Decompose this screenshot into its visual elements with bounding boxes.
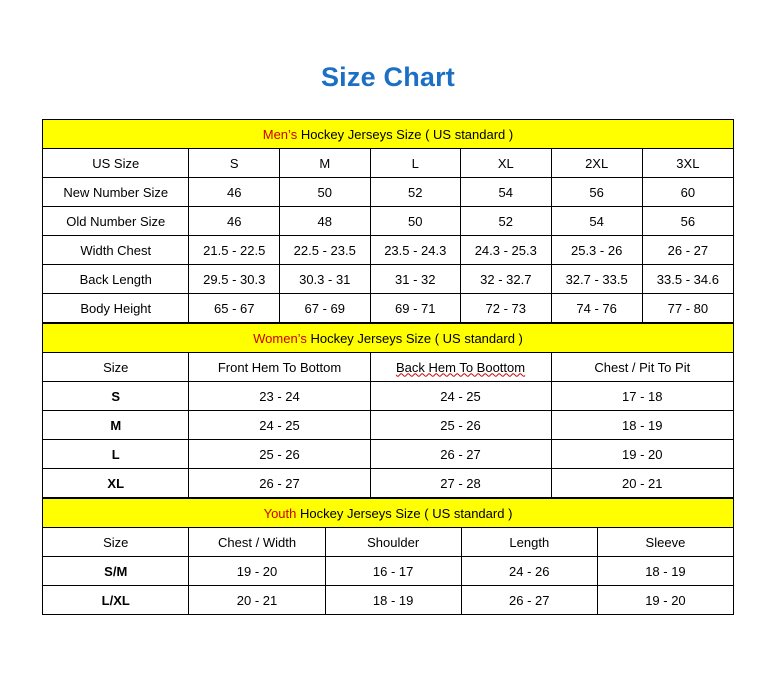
youth-col-0: Size xyxy=(43,528,189,557)
mens-row-2-val-2: 23.5 - 24.3 xyxy=(370,236,461,265)
womens-row-2-label: L xyxy=(43,440,189,469)
mens-col-4: XL xyxy=(461,149,552,178)
mens-row-3-val-5: 33.5 - 34.6 xyxy=(642,265,733,294)
table-row xyxy=(43,265,734,294)
womens-section-header-row xyxy=(43,324,734,353)
table-row xyxy=(43,207,734,236)
table-row xyxy=(43,236,734,265)
mens-row-2-val-4: 25.3 - 26 xyxy=(551,236,642,265)
table-row xyxy=(43,440,734,469)
womens-row-3-val-0: 26 - 27 xyxy=(189,469,370,498)
youth-col-2: Shoulder xyxy=(325,528,461,557)
youth-size-table xyxy=(42,498,734,615)
womens-row-0-val-0: 23 - 24 xyxy=(189,382,370,411)
youth-row-1-val-1: 18 - 19 xyxy=(325,586,461,615)
womens-row-2-val-1: 26 - 27 xyxy=(370,440,551,469)
womens-section-header xyxy=(43,324,734,353)
youth-col-4: Sleeve xyxy=(597,528,733,557)
youth-col-1: Chest / Width xyxy=(189,528,325,557)
mens-row-1-val-4: 54 xyxy=(551,207,642,236)
mens-row-0-val-2: 52 xyxy=(370,178,461,207)
mens-header-rest: Hockey Jerseys Size ( US standard ) xyxy=(297,126,514,142)
mens-row-4-val-5: 77 - 80 xyxy=(642,294,733,323)
table-row xyxy=(43,178,734,207)
womens-row-1-val-1: 25 - 26 xyxy=(370,411,551,440)
youth-section-header-row xyxy=(43,499,734,528)
mens-col-2: M xyxy=(280,149,371,178)
table-row xyxy=(43,557,734,586)
womens-row-0-label: S xyxy=(43,382,189,411)
womens-row-1-val-0: 24 - 25 xyxy=(189,411,370,440)
mens-col-3: L xyxy=(370,149,461,178)
youth-col-3: Length xyxy=(461,528,597,557)
mens-section-header-row xyxy=(43,120,734,149)
youth-row-1-val-3: 19 - 20 xyxy=(597,586,733,615)
page-title: Size Chart xyxy=(320,62,456,92)
youth-header-rest: Hockey Jerseys Size ( US standard ) xyxy=(296,505,513,521)
mens-col-6: 3XL xyxy=(642,149,733,178)
mens-row-1-val-1: 48 xyxy=(280,207,371,236)
mens-row-0-val-4: 56 xyxy=(551,178,642,207)
womens-header-accent: Women’s xyxy=(253,330,307,346)
youth-row-0-val-3: 18 - 19 xyxy=(597,557,733,586)
womens-row-2-val-2: 19 - 20 xyxy=(551,440,733,469)
youth-row-0-val-0: 19 - 20 xyxy=(189,557,325,586)
mens-row-2-val-1: 22.5 - 23.5 xyxy=(280,236,371,265)
mens-row-3-val-1: 30.3 - 31 xyxy=(280,265,371,294)
mens-row-3-val-0: 29.5 - 30.3 xyxy=(189,265,280,294)
mens-row-3-val-4: 32.7 - 33.5 xyxy=(551,265,642,294)
womens-row-0-val-1: 24 - 25 xyxy=(370,382,551,411)
womens-header-rest: Hockey Jerseys Size ( US standard ) xyxy=(306,330,523,346)
mens-size-table xyxy=(42,119,734,323)
mens-row-3-val-2: 31 - 32 xyxy=(370,265,461,294)
mens-row-1-label: Old Number Size xyxy=(43,207,189,236)
womens-col-1: Front Hem To Bottom xyxy=(189,353,370,382)
youth-row-1-label: L/XL xyxy=(43,586,189,615)
womens-row-2-val-0: 25 - 26 xyxy=(189,440,370,469)
mens-row-0-val-3: 54 xyxy=(461,178,552,207)
mens-row-4-val-4: 74 - 76 xyxy=(551,294,642,323)
mens-header-accent: Men’s xyxy=(262,126,298,142)
mens-row-1-val-2: 50 xyxy=(370,207,461,236)
womens-row-1-label: M xyxy=(43,411,189,440)
youth-row-1-val-0: 20 - 21 xyxy=(189,586,325,615)
table-row xyxy=(43,469,734,498)
mens-row-2-label: Width Chest xyxy=(43,236,189,265)
mens-row-4-val-0: 65 - 67 xyxy=(189,294,280,323)
mens-row-3-val-3: 32 - 32.7 xyxy=(461,265,552,294)
womens-column-header-row xyxy=(43,353,734,382)
mens-col-0: US Size xyxy=(43,149,189,178)
mens-row-2-val-5: 26 - 27 xyxy=(642,236,733,265)
youth-row-0-val-1: 16 - 17 xyxy=(325,557,461,586)
mens-row-1-val-5: 56 xyxy=(642,207,733,236)
womens-col-0: Size xyxy=(43,353,189,382)
mens-row-0-val-5: 60 xyxy=(642,178,733,207)
mens-column-header-row xyxy=(43,149,734,178)
womens-col-3: Chest / Pit To Pit xyxy=(551,353,733,382)
mens-row-4-label: Body Height xyxy=(43,294,189,323)
mens-col-5: 2XL xyxy=(551,149,642,178)
table-row xyxy=(43,586,734,615)
mens-row-0-val-0: 46 xyxy=(189,178,280,207)
mens-row-2-val-0: 21.5 - 22.5 xyxy=(189,236,280,265)
womens-col-2: Back Hem To Boottom xyxy=(370,353,551,382)
table-row xyxy=(43,294,734,323)
mens-col-1: S xyxy=(189,149,280,178)
youth-section-header xyxy=(43,499,734,528)
mens-section-header xyxy=(43,120,734,149)
youth-row-0-val-2: 24 - 26 xyxy=(461,557,597,586)
womens-row-3-val-2: 20 - 21 xyxy=(551,469,733,498)
mens-row-1-val-3: 52 xyxy=(461,207,552,236)
mens-row-0-label: New Number Size xyxy=(43,178,189,207)
youth-row-1-val-2: 26 - 27 xyxy=(461,586,597,615)
womens-row-3-val-1: 27 - 28 xyxy=(370,469,551,498)
womens-row-3-label: XL xyxy=(43,469,189,498)
mens-row-1-val-0: 46 xyxy=(189,207,280,236)
youth-row-0-label: S/M xyxy=(43,557,189,586)
youth-column-header-row xyxy=(43,528,734,557)
mens-row-4-val-2: 69 - 71 xyxy=(370,294,461,323)
womens-size-table xyxy=(42,323,734,498)
mens-row-4-val-3: 72 - 73 xyxy=(461,294,552,323)
mens-row-0-val-1: 50 xyxy=(280,178,371,207)
size-chart-container xyxy=(42,119,734,615)
mens-row-3-label: Back Length xyxy=(43,265,189,294)
mens-row-4-val-1: 67 - 69 xyxy=(280,294,371,323)
table-row xyxy=(43,382,734,411)
womens-row-0-val-2: 17 - 18 xyxy=(551,382,733,411)
womens-row-1-val-2: 18 - 19 xyxy=(551,411,733,440)
youth-header-accent: Youth xyxy=(263,505,297,521)
mens-row-2-val-3: 24.3 - 25.3 xyxy=(461,236,552,265)
table-row xyxy=(43,411,734,440)
